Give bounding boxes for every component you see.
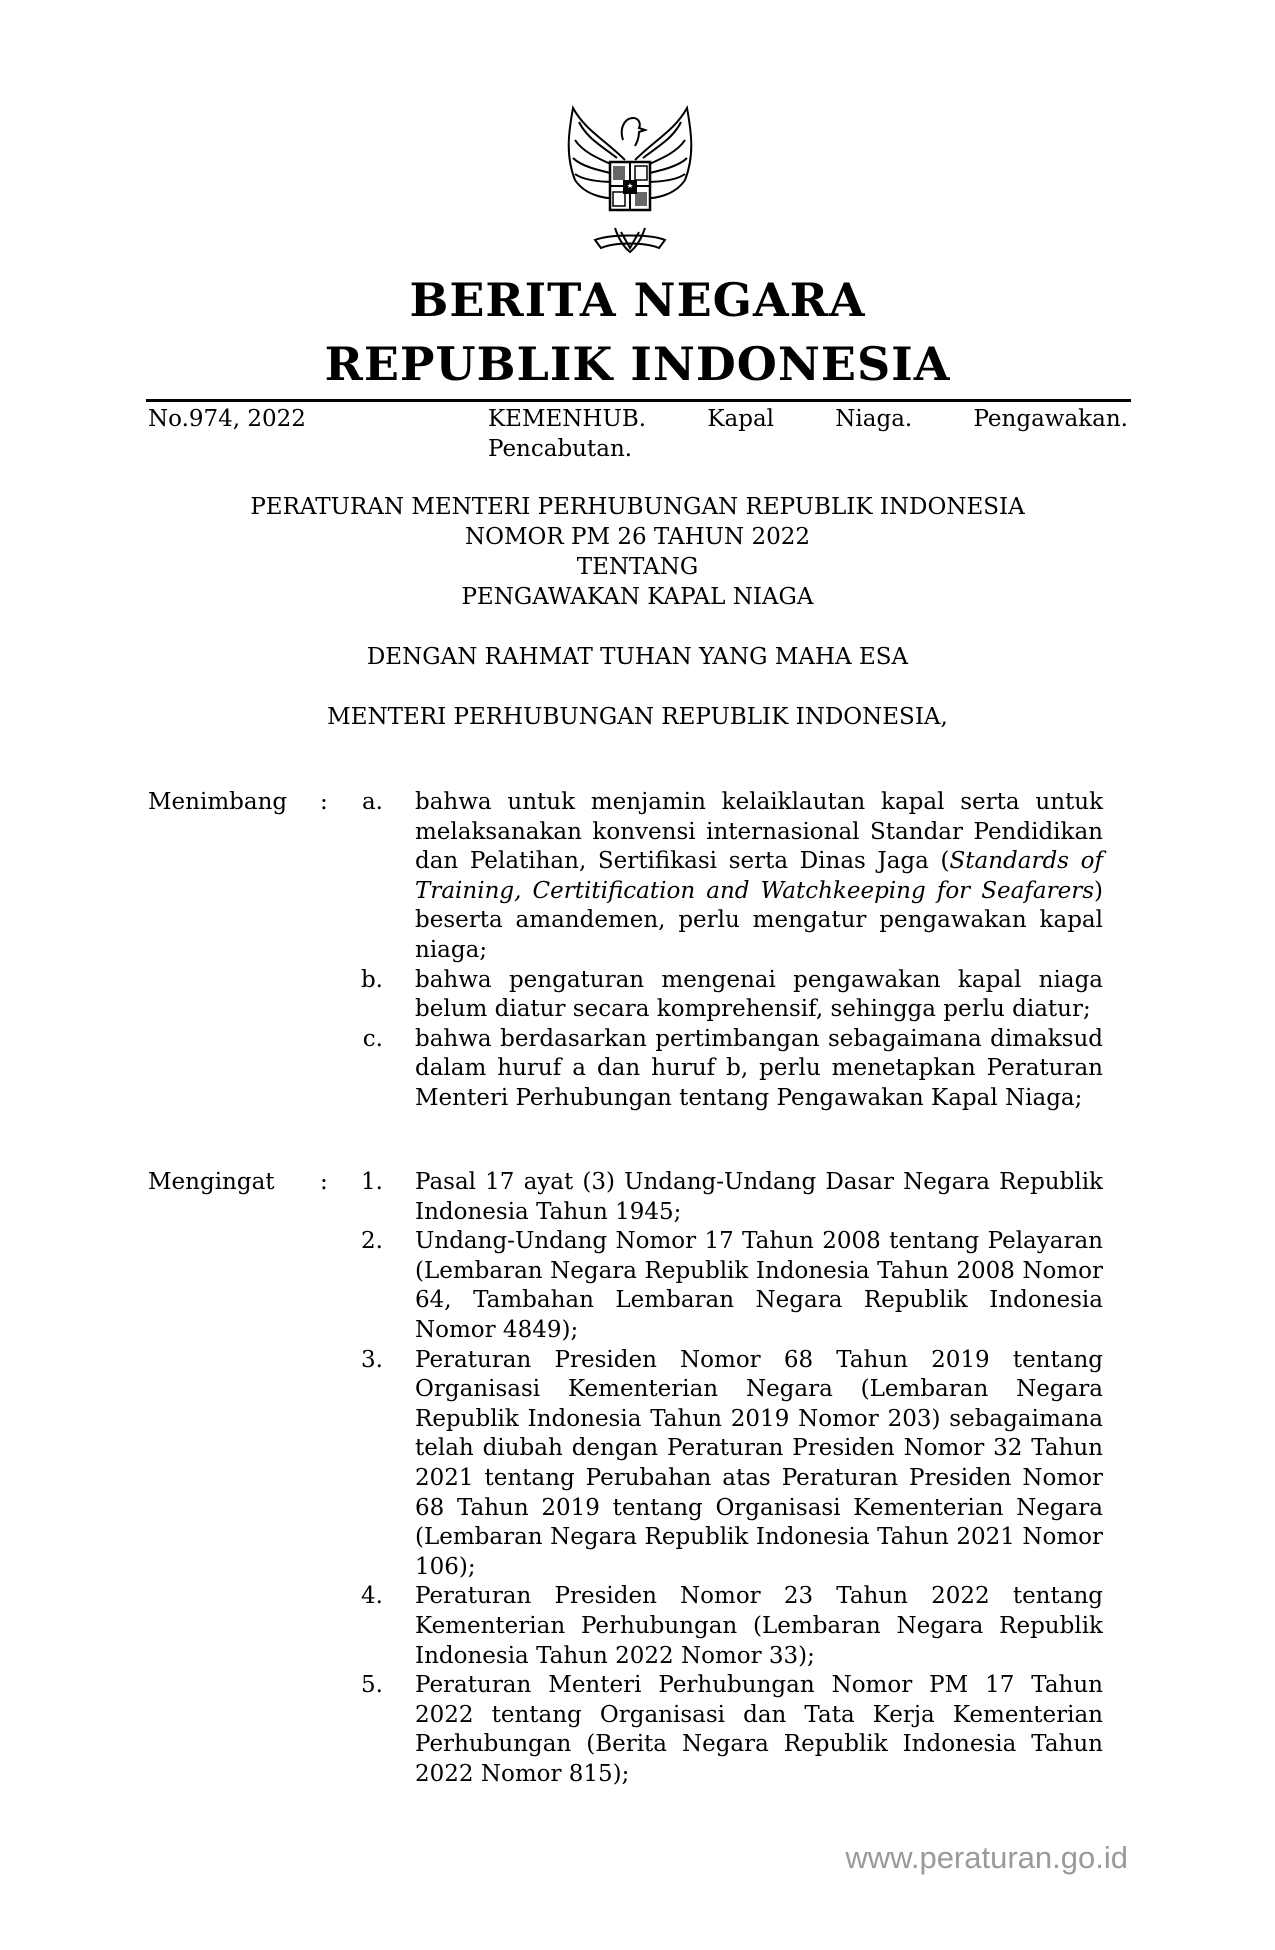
invocation: DENGAN RAHMAT TUHAN YANG MAHA ESA — [366, 644, 909, 670]
item-marker: b. — [360, 966, 383, 993]
list-item — [148, 1025, 1133, 1114]
gazette-category — [488, 404, 1128, 464]
list-item — [148, 1168, 1133, 1227]
regulation-title-line1: PERATURAN MENTERI PERHUBUNGAN REPUBLIK INDONESIA — [250, 494, 1025, 520]
item-text: Pasal 17 ayat (3) Undang-Undang Dasar Negara Republik Indonesia Tahun 1945; — [415, 1169, 1103, 1225]
item-text: bahwa pengaturan mengenai pengawakan kapal niaga belum diatur secara komprehensif, sehingga perlu diatur; — [415, 966, 1103, 1023]
category-word: Kapal — [707, 406, 775, 432]
item-marker: 2. — [361, 1228, 383, 1255]
category-word: Niaga. — [835, 406, 913, 432]
item-text: bahwa untuk menjamin kelaiklautan kapal serta untuk melaksanakan konvensi internasional Standar Pendidikan dan Pelatihan, Sertifikasi serta Dinas Jaga (Standards of Training, Certitification and Watchkeeping for Seafarers) beserta amandemen, perlu mengatur pengawakan kapal niaga; — [415, 789, 1103, 963]
category-word: Pencabutan. — [488, 436, 633, 462]
title-divider — [146, 399, 1131, 402]
regulation-tentang: TENTANG — [576, 554, 699, 580]
item-text: bahwa berdasarkan pertimbangan sebagaimana dimaksud dalam huruf a dan huruf b, perlu menetapkan Peraturan Menteri Perhubungan tentang Pengawakan Kapal Niaga; — [415, 1025, 1103, 1111]
list-item — [148, 788, 1133, 966]
item-marker: a. — [361, 789, 383, 815]
garuda-emblem-icon — [555, 100, 705, 260]
item-text: Peraturan Menteri Perhubungan Nomor PM 17 Tahun 2022 tentang Organisasi dan Tata Kerja Kementerian Perhubungan (Berita Negara Republik Indonesia Tahun 2022 Nomor 815); — [415, 1672, 1103, 1787]
section-label: Menimbang — [148, 789, 288, 815]
item-marker: c. — [362, 1025, 383, 1052]
minister-heading: MENTERI PERHUBUNGAN REPUBLIK INDONESIA, — [327, 704, 948, 730]
item-text: Peraturan Presiden Nomor 23 Tahun 2022 tentang Kementerian Perhubungan (Lembaran Negara Republik Indonesia Tahun 2022 Nomor 33); — [415, 1583, 1103, 1669]
item-marker: 3. — [361, 1346, 383, 1373]
item-marker: 1. — [361, 1169, 383, 1195]
gazette-number: No.974, 2022 — [148, 406, 306, 432]
category-word: Pengawakan. — [973, 406, 1128, 432]
section-colon: : — [320, 1169, 328, 1195]
item-marker: 5. — [361, 1672, 383, 1699]
website-watermark: www.peraturan.go.id — [845, 1840, 1128, 1875]
menimbang-section — [148, 788, 1133, 1114]
list-item — [148, 1346, 1133, 1583]
list-item — [148, 1671, 1133, 1789]
item-text: Undang-Undang Nomor 17 Tahun 2008 tentang Pelayaran (Lembaran Negara Republik Indonesia Tahun 2008 Nomor 64, Tambahan Lembaran Negara Republik Indonesia Nomor 4849); — [415, 1228, 1103, 1343]
item-text: Peraturan Presiden Nomor 68 Tahun 2019 tentang Organisasi Kementerian Negara (Lembaran Negara Republik Indonesia Tahun 2019 Nomor 203) sebagaimana telah diubah dengan Peraturan Presiden Nomor 32 Tahun 2021 tentang Perubahan atas Peraturan Presiden Nomor 68 Tahun 2019 tentang Organisasi Kementerian Negara (Lembaran Negara Republik Indonesia Tahun 2021 Nomor 106); — [415, 1346, 1103, 1580]
gazette-title-line2: REPUBLIK INDONESIA — [324, 337, 951, 391]
regulation-subject: PENGAWAKAN KAPAL NIAGA — [461, 584, 814, 610]
regulation-number: NOMOR PM 26 TAHUN 2022 — [464, 524, 811, 550]
item-italic-text: Standards of Training, Certitification and Watchkeeping for Seafarers — [415, 848, 1103, 904]
mengingat-section — [148, 1168, 1133, 1789]
item-marker: 4. — [361, 1583, 383, 1610]
list-item — [148, 966, 1133, 1025]
gazette-title-line1: BERITA NEGARA — [409, 273, 866, 327]
section-colon: : — [320, 789, 328, 815]
section-label: Mengingat — [148, 1169, 275, 1195]
list-item — [148, 1227, 1133, 1345]
category-word: KEMENHUB. — [488, 406, 647, 432]
list-item — [148, 1582, 1133, 1671]
